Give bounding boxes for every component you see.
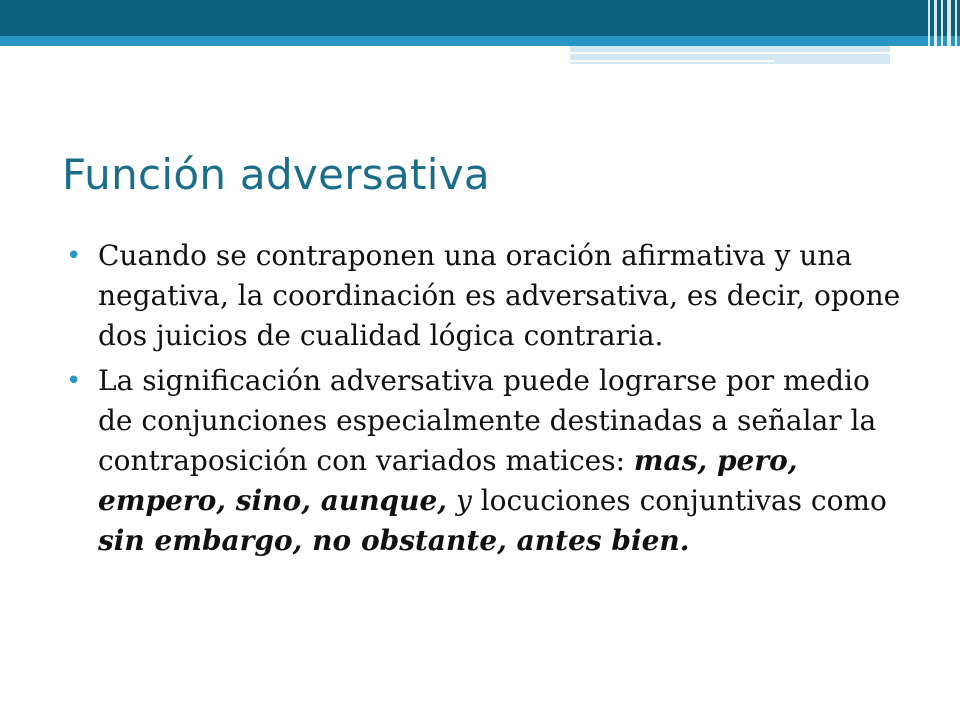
locutions-list: sin embargo, no obstante, antes bien. — [98, 524, 690, 557]
bullet-dot-icon: • — [66, 241, 82, 271]
conjunctions-list: mas, pero, empero, sino, aunque, — [98, 444, 798, 517]
bullet-lead-text: La significación adversativa puede lograrse por medio de conjunciones especialmente destinadas a señalar la contraposición con variados matices: — [98, 364, 877, 477]
bullet-mid-text: locuciones conjuntivas como — [471, 484, 887, 517]
header-bar — [0, 0, 960, 36]
bullet-dot-icon: • — [66, 366, 82, 396]
conjunction-y: y — [455, 484, 472, 517]
header-accent-line — [570, 52, 890, 54]
bullet-text: Cuando se contraponen una oración afirmativa y una negativa, la coordinación es adversativa, es decir, opone dos juicios de cualidad lógica contraria. — [98, 239, 901, 352]
header-accent-line-short — [570, 60, 775, 62]
header-stripes — [924, 0, 960, 64]
slide-title: Función adversativa — [62, 150, 490, 199]
header-accent-bar — [0, 36, 960, 46]
bullet-list — [66, 236, 901, 566]
bullet-item — [66, 236, 901, 356]
bullet-item — [66, 361, 901, 561]
